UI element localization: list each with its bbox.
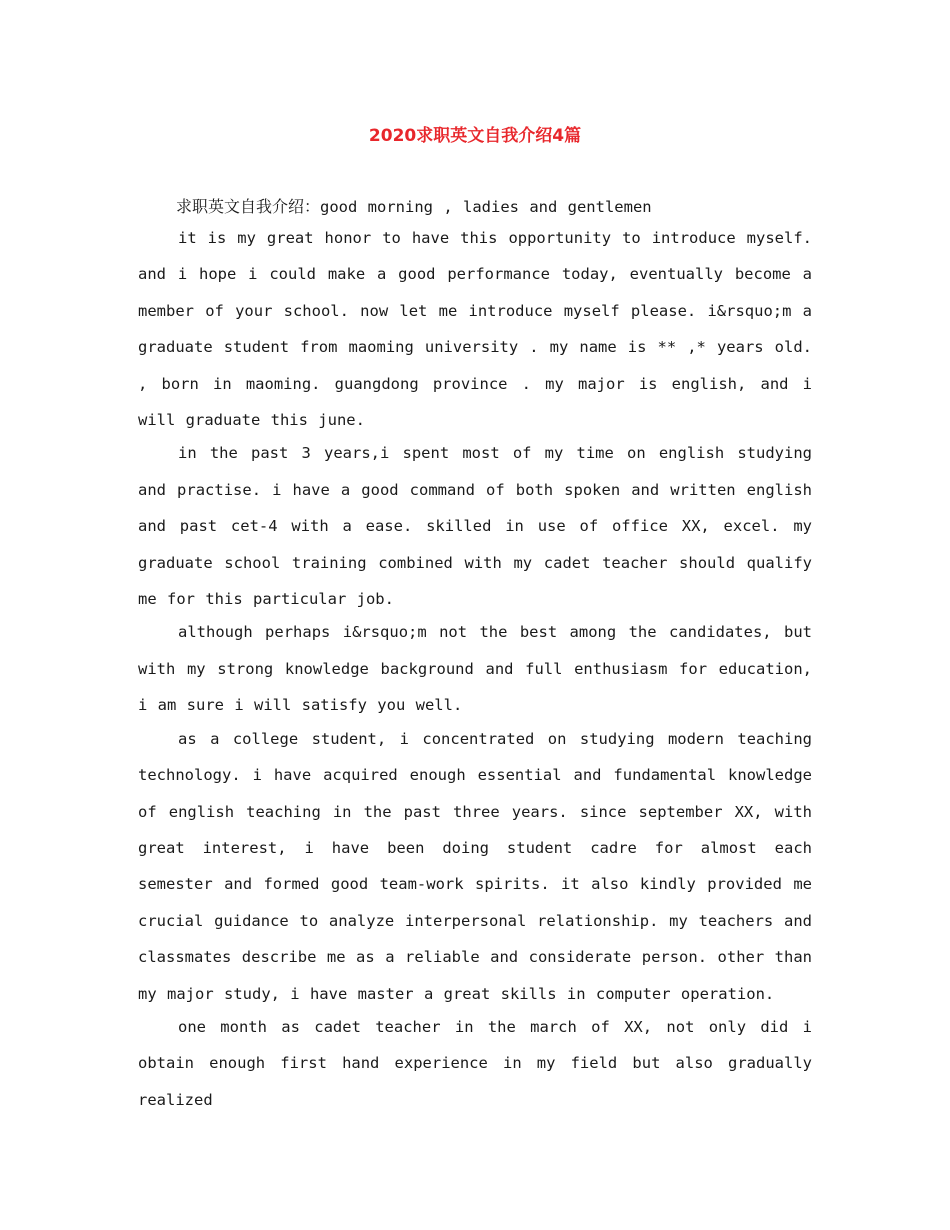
document-body [138,192,812,1118]
paragraph-2: in the past 3 years,i spent most of my time on english studying and practise. i have a good command of both spoken and written english and past cet-4 with a ease. skilled in use of office XX, excel. my graduate school training combined with my cadet teacher should qualify me for this particular job. [138,444,812,609]
greeting-line [138,192,812,222]
paragraph-1: it is my great honor to have this opportunity to introduce myself. and i hope i could make a good performance today, eventually become a member of your school. now let me introduce myself please. i&rsquo;m a graduate student from maoming university . my name is ** ,* years old. , born in maoming. guangdong province . my major is english, and i will graduate this june. [138,229,812,430]
paragraph-5: one month as cadet teacher in the march of XX, not only did i obtain enough first hand experience in my field but also gradually realized [138,1017,812,1109]
greeting-text: good morning , ladies and gentlemen [320,198,652,216]
greeting-prefix: 求职英文自我介绍： [176,197,321,216]
paragraph-4: as a college student, i concentrated on studying modern teaching technology. i have acquired enough essential and fundamental knowledge of english teaching in the past three years. since september XX, with great interest, i have been doing student cadre for almost each semester and formed good team-work spirits. it also kindly provided me crucial guidance to analyze interpersonal relationship. my teachers and classmates describe me as a reliable and considerate person. other than my major study, i have master a great skills in computer operation. [138,729,812,1003]
paragraph-3: although perhaps i&rsquo;m not the best among the candidates, but with my strong knowledge background and full enthusiasm for education, i am sure i will satisfy you well. [138,623,812,715]
document-title: 2020求职英文自我介绍4篇 [368,126,582,146]
